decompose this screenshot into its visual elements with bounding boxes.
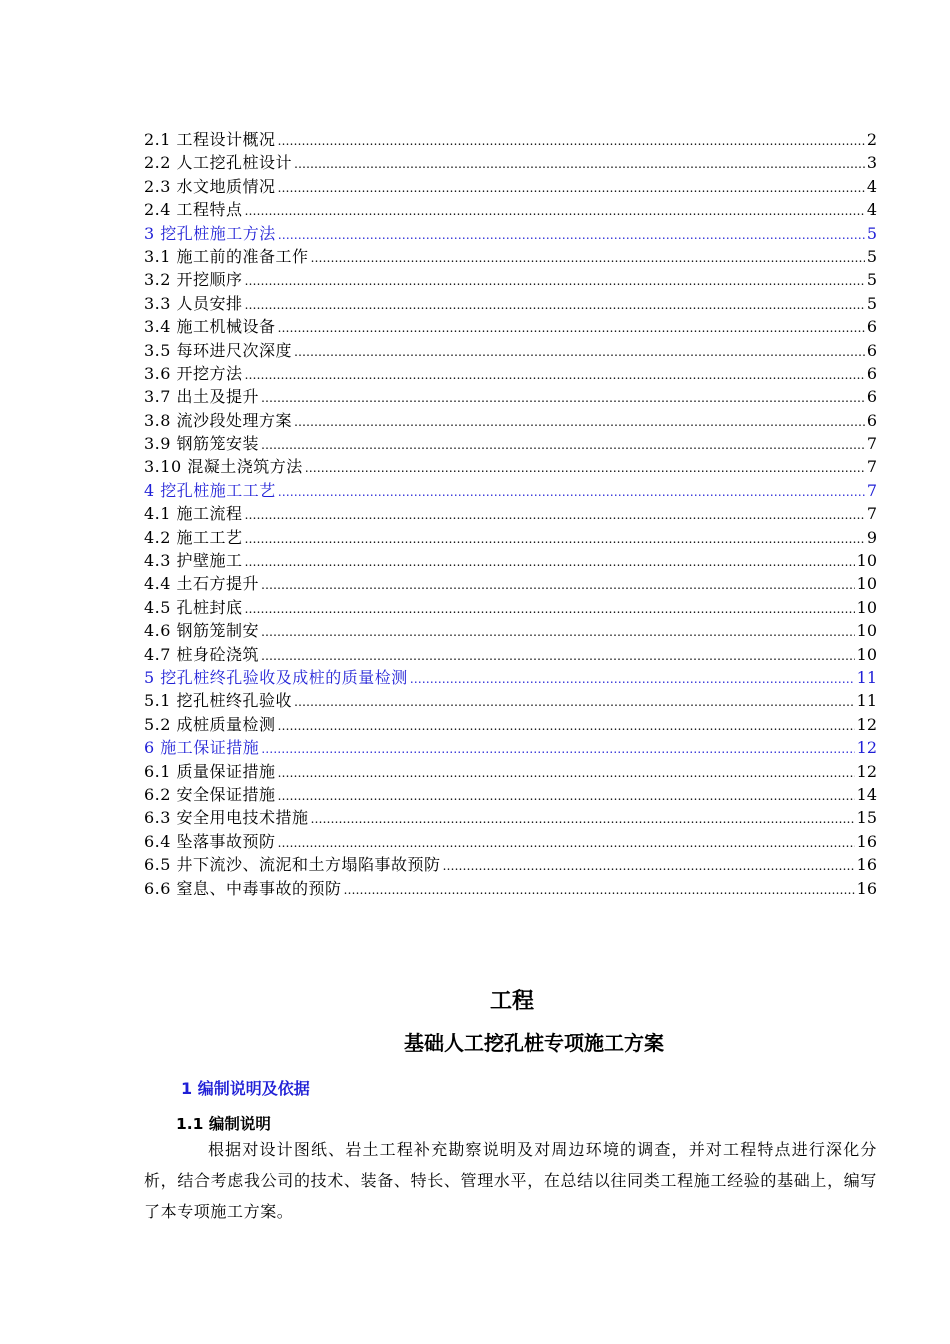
toc-dot-leader [245, 294, 865, 317]
toc-entry[interactable] [144, 315, 877, 338]
toc-page-number: 6 [866, 410, 877, 430]
toc-page-number: 11 [856, 667, 877, 687]
toc-entry-title: 6.4 坠落事故预防 [144, 831, 276, 851]
toc-dot-leader [261, 645, 855, 668]
toc-dot-leader [294, 691, 855, 714]
toc-entry[interactable] [144, 245, 877, 268]
toc-dot-leader [294, 411, 865, 434]
toc-page-number: 10 [856, 644, 877, 664]
toc-page-number: 3 [866, 153, 877, 173]
toc-entry[interactable] [144, 549, 877, 572]
toc-dot-leader [261, 574, 855, 597]
toc-entry-title: 4.4 土石方提升 [144, 574, 260, 594]
toc-page-number: 6 [866, 387, 877, 407]
toc-chapter-entry[interactable] [144, 479, 877, 502]
toc-page-number: 5 [866, 293, 877, 313]
toc-entry-title: 3.10 混凝土浇筑方法 [144, 457, 303, 477]
toc-entry-title: 5.2 成桩质量检测 [144, 714, 276, 734]
toc-dot-leader [261, 621, 855, 644]
toc-entry-title: 4.6 钢筋笼制安 [144, 621, 260, 641]
toc-page-number: 15 [856, 808, 877, 828]
toc-page-number: 5 [866, 270, 877, 290]
toc-dot-leader [305, 457, 865, 480]
toc-entry[interactable] [144, 385, 877, 408]
toc-chapter-entry[interactable] [144, 736, 877, 759]
toc-page-number: 10 [856, 597, 877, 617]
toc-page-number: 14 [856, 784, 877, 804]
toc-entry-title: 4.1 施工流程 [144, 504, 243, 524]
toc-page-number: 7 [866, 457, 877, 477]
toc-page-number: 12 [856, 738, 877, 758]
toc-entry-title: 3.4 施工机械设备 [144, 317, 276, 337]
toc-entry[interactable] [144, 198, 877, 221]
toc-entry[interactable] [144, 596, 877, 619]
toc-entry[interactable] [144, 760, 877, 783]
toc-entry[interactable] [144, 689, 877, 712]
toc-dot-leader [245, 504, 865, 527]
toc-entry-title: 6.2 安全保证措施 [144, 784, 276, 804]
toc-dot-leader [278, 317, 865, 340]
toc-entry-title: 6.5 井下流沙、流泥和土方塌陷事故预防 [144, 855, 441, 875]
toc-entry-title: 3 挖孔桩施工方法 [144, 223, 276, 243]
toc-entry-title: 5 挖孔桩终孔验收及成桩的质量检测 [144, 667, 408, 687]
toc-dot-leader [245, 200, 865, 223]
toc-dot-leader [294, 341, 865, 364]
toc-page-number: 5 [866, 223, 877, 243]
toc-dot-leader [245, 551, 855, 574]
toc-page-number: 11 [856, 691, 877, 711]
toc-page-number: 6 [866, 317, 877, 337]
toc-page-number: 2 [866, 130, 877, 149]
toc-entry[interactable] [144, 128, 877, 151]
toc-page-number: 9 [866, 527, 877, 547]
toc-entry-title: 3.5 每环进尺次深度 [144, 340, 293, 360]
toc-entry[interactable] [144, 268, 877, 291]
toc-dot-leader [311, 808, 855, 831]
toc-page-number: 12 [856, 761, 877, 781]
toc-entry-title: 2.4 工程特点 [144, 200, 243, 220]
toc-entry[interactable] [144, 362, 877, 385]
toc-page-number: 6 [866, 363, 877, 383]
toc-entry[interactable] [144, 455, 877, 478]
toc-page-number: 16 [856, 855, 877, 875]
toc-entry-title: 3.1 施工前的准备工作 [144, 246, 309, 266]
toc-entry[interactable] [144, 806, 877, 829]
toc-entry-title: 2.1 工程设计概况 [144, 130, 276, 149]
toc-entry-title: 3.6 开挖方法 [144, 363, 243, 383]
table-of-contents [144, 128, 877, 900]
toc-page-number: 7 [866, 504, 877, 524]
toc-dot-leader [294, 153, 865, 176]
toc-entry[interactable] [144, 292, 877, 315]
toc-entry[interactable] [144, 853, 877, 876]
toc-page-number: 16 [856, 878, 877, 898]
toc-chapter-entry[interactable] [144, 666, 877, 689]
toc-page-number: 5 [866, 246, 877, 266]
toc-entry-title: 4.3 护壁施工 [144, 551, 243, 571]
toc-dot-leader [311, 247, 865, 270]
toc-entry[interactable] [144, 713, 877, 736]
toc-entry-title: 3.2 开挖顺序 [144, 270, 243, 290]
toc-dot-leader [278, 481, 865, 504]
toc-entry-title: 2.2 人工挖孔桩设计 [144, 153, 293, 173]
plan-title: 基础人工挖孔桩专项施工方案 [404, 1031, 664, 1055]
toc-entry[interactable] [144, 619, 877, 642]
toc-entry[interactable] [144, 339, 877, 362]
toc-page-number: 7 [866, 480, 877, 500]
toc-entry[interactable] [144, 572, 877, 595]
subsection-heading: 1.1 编制说明 [176, 1115, 271, 1133]
toc-dot-leader [410, 668, 855, 691]
toc-entry[interactable] [144, 877, 877, 900]
toc-entry-title: 4.7 桩身砼浇筑 [144, 644, 260, 664]
toc-entry[interactable] [144, 151, 877, 174]
toc-entry-title: 5.1 挖孔桩终孔验收 [144, 691, 293, 711]
toc-dot-leader [443, 855, 855, 878]
toc-entry[interactable] [144, 432, 877, 455]
toc-entry-title: 3.9 钢筋笼安装 [144, 434, 260, 454]
toc-entry-title: 6.3 安全用电技术措施 [144, 808, 309, 828]
project-title: 工程 [489, 989, 534, 1014]
toc-dot-leader [278, 177, 865, 200]
toc-dot-leader [278, 715, 855, 738]
toc-entry-title: 3.8 流沙段处理方案 [144, 410, 293, 430]
toc-page-number: 10 [856, 551, 877, 571]
toc-dot-leader [278, 130, 865, 153]
toc-page-number: 7 [866, 434, 877, 454]
toc-dot-leader [261, 387, 865, 410]
toc-dot-leader [278, 762, 855, 785]
toc-entry[interactable] [144, 175, 877, 198]
toc-entry[interactable] [144, 526, 877, 549]
toc-entry[interactable] [144, 783, 877, 806]
toc-dot-leader [278, 224, 865, 247]
toc-page-number: 6 [866, 340, 877, 360]
toc-page-number: 12 [856, 714, 877, 734]
toc-dot-leader [261, 434, 865, 457]
toc-dot-leader [245, 598, 855, 621]
toc-page-number: 4 [866, 176, 877, 196]
toc-page-number: 10 [856, 574, 877, 594]
toc-dot-leader [344, 879, 855, 902]
toc-dot-leader [261, 738, 854, 761]
toc-entry-title: 4.2 施工工艺 [144, 527, 243, 547]
toc-dot-leader [245, 528, 865, 551]
toc-entry-title: 6.6 窒息、中毒事故的预防 [144, 878, 342, 898]
toc-entry-title: 4.5 孔桩封底 [144, 597, 243, 617]
section-heading: 1 编制说明及依据 [181, 1079, 310, 1098]
toc-chapter-entry[interactable] [144, 222, 877, 245]
toc-dot-leader [278, 832, 855, 855]
toc-entry-title: 3.3 人员安排 [144, 293, 243, 313]
toc-entry[interactable] [144, 502, 877, 525]
toc-page-number: 16 [856, 831, 877, 851]
toc-entry-title: 3.7 出土及提升 [144, 387, 260, 407]
toc-entry-title: 4 挖孔桩施工工艺 [144, 480, 276, 500]
toc-entry[interactable] [144, 830, 877, 853]
toc-dot-leader [245, 270, 865, 293]
toc-entry-title: 2.3 水文地质情况 [144, 176, 276, 196]
toc-page-number: 4 [866, 200, 877, 220]
toc-page-number: 10 [856, 621, 877, 641]
body-paragraph: 根据对设计图纸、岩土工程补充勘察说明及对周边环境的调查，并对工程特点进行深化分析，结合考虑我公司的技术、装备、特长、管理水平，在总结以往同类工程施工经验的基础上，编写了本专项施工方案。 [144, 1140, 877, 1221]
toc-entry[interactable] [144, 409, 877, 432]
toc-entry-title: 6 施工保证措施 [144, 738, 260, 758]
toc-dot-leader [245, 364, 865, 387]
toc-entry[interactable] [144, 643, 877, 666]
toc-entry-title: 6.1 质量保证措施 [144, 761, 276, 781]
toc-dot-leader [278, 785, 855, 808]
